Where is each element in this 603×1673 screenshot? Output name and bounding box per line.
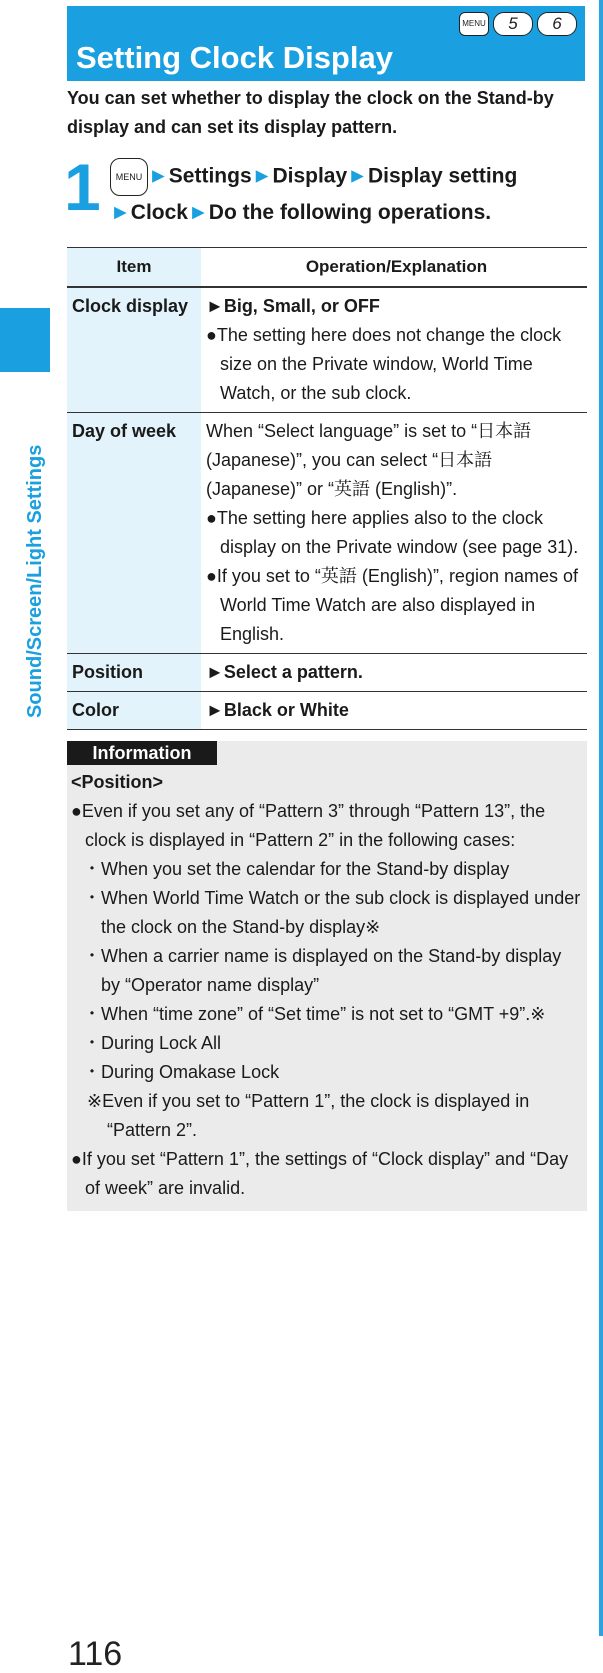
item-day-of-week: Day of week <box>67 413 201 653</box>
table-row <box>67 288 587 413</box>
step-instruction <box>110 158 590 230</box>
note-bullet: ●If you set to “英語 (English)”, region names of World Time Watch are also displayed in English. <box>206 566 579 644</box>
note-bullet: ●The setting here does not change the clock size on the Private window, World Time Watch, or the sub clock. <box>206 325 562 403</box>
step-path-item: Clock <box>130 201 188 224</box>
operation-cell <box>201 654 587 691</box>
page-title: Setting Clock Display <box>76 40 393 75</box>
arrow-icon: ► <box>187 201 209 224</box>
step-path-item: Settings <box>168 164 252 188</box>
column-header-item: Item <box>67 248 201 286</box>
operation-text: ►Select a pattern. <box>206 662 363 682</box>
table-row <box>67 692 587 730</box>
key-6-icon: 6 <box>537 12 577 36</box>
info-case: ・When you set the calendar for the Stand-by display <box>83 859 510 879</box>
info-bullet: ●If you set “Pattern 1”, the settings of “Clock display” and “Day of week” are invalid. <box>71 1149 569 1198</box>
intro-text: You can set whether to display the clock on the Stand-by display and can set its display pattern. <box>67 88 554 137</box>
explanation-text: When “Select language” is set to “日本語 (Japanese)”, you can select “日本語 (Japanese)” or “英語 (English)”. <box>206 421 532 499</box>
item-position: Position <box>67 654 201 691</box>
menu-key-icon: MENU <box>459 12 489 36</box>
table-row <box>67 654 587 692</box>
information-body <box>71 768 583 1203</box>
item-color: Color <box>67 692 201 729</box>
right-edge-rule <box>599 0 603 1636</box>
info-case: ・When World Time Watch or the sub clock is displayed under the clock on the Stand-by display※ <box>83 888 581 937</box>
title-header <box>67 6 585 81</box>
key-5-icon: 5 <box>493 12 533 36</box>
info-case: ・During Lock All <box>83 1033 222 1053</box>
column-header-operation: Operation/Explanation <box>201 248 587 286</box>
key-sequence <box>459 12 577 36</box>
operation-cell <box>201 288 587 412</box>
step-number: 1 <box>64 150 101 224</box>
info-case: ・When “time zone” of “Set time” is not set to “GMT +9”.※ <box>83 1004 546 1024</box>
info-case: ・During Omakase Lock <box>83 1062 280 1082</box>
operation-cell <box>201 692 587 729</box>
item-clock-display: Clock display <box>67 288 201 412</box>
info-bullet: ●Even if you set any of “Pattern 3” through “Pattern 13”, the clock is displayed in “Pattern 2” in the following cases: <box>71 801 546 850</box>
menu-key-icon: MENU <box>110 158 148 196</box>
operation-cell <box>201 413 587 653</box>
information-subhead: <Position> <box>71 772 164 792</box>
chapter-side-label: Sound/Screen/Light Settings <box>24 444 46 718</box>
note-bullet: ●The setting here applies also to the clock display on the Private window (see page 31). <box>206 508 579 557</box>
operation-text: ►Big, Small, or OFF <box>206 296 380 316</box>
table-row <box>67 413 587 654</box>
arrow-icon: ► <box>148 164 169 188</box>
info-case: ・When a carrier name is displayed on the Stand-by display by “Operator name display” <box>83 946 562 995</box>
arrow-icon: ► <box>110 201 131 224</box>
step-tail: Do the following operations. <box>208 201 492 224</box>
settings-table <box>67 247 587 730</box>
info-note: ※Even if you set to “Pattern 1”, the clock is displayed in “Pattern 2”. <box>87 1091 530 1140</box>
arrow-icon: ► <box>251 164 273 188</box>
arrow-icon: ► <box>347 164 368 188</box>
information-label: Information <box>67 741 217 765</box>
step-path-item: Display <box>272 164 348 188</box>
information-box <box>67 741 587 1211</box>
step-path-item: Display setting <box>367 164 518 188</box>
page-number: 116 <box>68 1635 123 1673</box>
operation-text: ►Black or White <box>206 700 349 720</box>
table-header-row <box>67 248 587 288</box>
